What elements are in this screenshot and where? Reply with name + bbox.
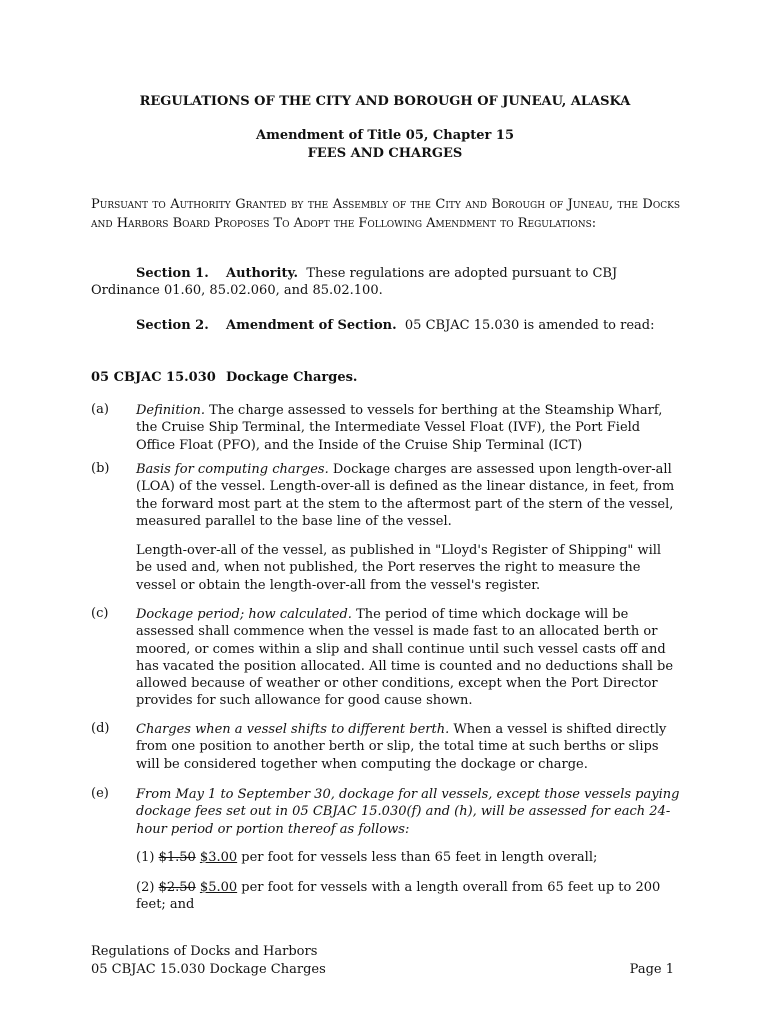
rule-title: Dockage Charges.: [226, 370, 358, 385]
section-2-text: 05 CBJAC 15.030 is amended to read:: [404, 318, 655, 333]
sub-1-new-rate: $3.00: [199, 850, 238, 865]
item-b-term: Basis for computing charges.: [136, 462, 329, 477]
section-2: [91, 317, 680, 334]
section-1-heading: Authority.: [226, 266, 299, 281]
item-e-term: From May 1 to September 30, dockage for all vessels, except those vessels paying dockage fees set out in 05 CBJAC 15.030(f) and (h), will be assessed for each 24-hour period or portion thereof as follows:: [136, 787, 680, 837]
item-d-term: Charges when a vessel shifts to different berth.: [136, 722, 450, 737]
item-d-text: When a vessel is shifted directly from one position to another berth or slip, the total time at such berths or slips will be considered together when computing the dockage or charge.: [136, 722, 667, 772]
sub-2-old-rate: $2.50: [158, 880, 196, 895]
document-subtitle: FEES AND CHARGES: [307, 146, 463, 161]
rule-heading: [91, 369, 680, 386]
section-2-heading: Amendment of Section.: [226, 318, 397, 333]
item-b-text2: Length-over-all of the vessel, as published in "Lloyd's Register of Shipping" will be used and, when not published, the Port reserves the right to measure the vessel or obtain the length-over-all from the vessel's register.: [136, 543, 662, 593]
section-2-label: Section 2.: [136, 318, 209, 333]
item-c-letter: (c): [91, 606, 109, 621]
amendment-title: Amendment of Title 05, Chapter 15: [255, 128, 514, 143]
item-b-letter: (b): [91, 461, 110, 476]
item-a-text: The charge assessed to vessels for berthing at the Steamship Wharf, the Cruise Ship Terminal, the Intermediate Vessel Float (IVF), the Port Field Office Float (PFO), and the Inside of the Cruise Ship Terminal (ICT): [136, 403, 663, 453]
section-1: [91, 265, 680, 299]
item-e-letter: (e): [91, 786, 109, 801]
page-number: Page 1: [629, 962, 674, 977]
item-a-term: Definition.: [136, 403, 206, 418]
sub-2-text: per foot for vessels with a length overall from 65 feet up to 200 feet; and: [136, 880, 661, 913]
sub-1-number: (1): [136, 850, 155, 865]
sub-2-number: (2): [136, 880, 155, 895]
sub-1-text: per foot for vessels less than 65 feet in length overall;: [241, 850, 598, 865]
item-b-text: Dockage charges are assessed upon length-over-all (LOA) of the vessel. Length-over-all is defined as the linear distance, in feet, from the forward most part at the stem to the aftermost part of the stern of the vessel, measured parallel to the base line of the vessel.: [136, 462, 675, 529]
footer-line-1: Regulations of Docks and Harbors: [91, 944, 318, 959]
preamble: Pursuant to Authority Granted by the Assembly of the City and Borough of Juneau, the Docks and Harbors Board Proposes To Adopt the Following Amendment to Regulations:: [91, 197, 680, 231]
item-a-letter: (a): [91, 402, 109, 417]
footer: [91, 943, 680, 979]
section-1-label: Section 1.: [136, 266, 209, 281]
rule-code: 05 CBJAC 15.030: [91, 370, 216, 385]
sub-2-new-rate: $5.00: [199, 880, 238, 895]
document-title: REGULATIONS OF THE CITY AND BOROUGH OF JUNEAU, ALASKA: [139, 94, 631, 109]
item-d-letter: (d): [91, 721, 110, 736]
item-c-text: The period of time which dockage will be assessed shall commence when the vessel is made fast to an allocated berth or moored, or comes within a slip and shall continue until such vessel casts off and has vacated the position allocated. All time is counted and no deductions shall be allowed because of weather or other conditions, except when the Port Director provides for such allowance for good cause shown.: [136, 607, 674, 709]
sub-1-old-rate: $1.50: [158, 850, 196, 865]
section-1-text: These regulations are adopted pursuant to CBJ Ordinance 01.60, 85.02.060, and 85.02.100.: [91, 266, 618, 298]
item-c-term: Dockage period; how calculated.: [136, 607, 352, 622]
footer-line-2: 05 CBJAC 15.030 Dockage Charges: [91, 962, 326, 977]
